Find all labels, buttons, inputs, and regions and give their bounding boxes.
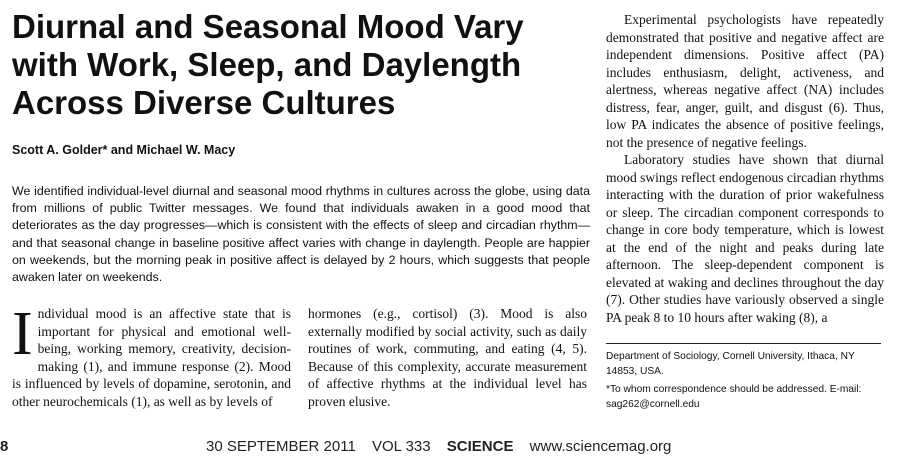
paragraph-affect-dimensions: Experimental psychologists have repeatedly demonstrated that positive and negative affect are independent dimensions. Positive affect (PA) includes enthusiasm, delight, activeness, and alertness, whereas negative affect (NA) includes distress, fear, anger, guilt, and disgust (6). Thus, low PA indicates the absence of positive feelings, not the presence of negative feelings. bbox=[606, 12, 884, 150]
body-column-1 bbox=[12, 300, 291, 410]
issue-date: 30 SEPTEMBER 2011 bbox=[206, 438, 356, 455]
article-title: Diurnal and Seasonal Mood Vary with Work, Sleep, and Daylength Across Diverse Cultures bbox=[12, 8, 524, 121]
volume: VOL 333 bbox=[371, 438, 431, 455]
page-number: 8 bbox=[0, 438, 9, 455]
body-column-3 bbox=[606, 11, 884, 326]
footer-info bbox=[206, 438, 683, 455]
correspondence-footnote: *To whom correspondence should be addressed. E-mail: sag262@cornell.edu bbox=[606, 384, 862, 410]
page-footer bbox=[0, 438, 897, 462]
body-column-2: hormones (e.g., cortisol) (3). Mood is also externally modified by social activity, such as daily routines of work, commuting, and eating (4, 5). Because of this complexity, accurate measurement of affective rhythms at the individual level has proven elusive. bbox=[308, 306, 587, 409]
affiliation-footnote: Department of Sociology, Cornell University, Ithaca, NY 14853, USA. bbox=[606, 351, 855, 377]
footnote-divider bbox=[606, 343, 881, 344]
abstract: We identified individual-level diurnal and seasonal mood rhythms in cultures across the globe, using data from millions of public Twitter messages. We found that individuals awaken in a good mood that deteriorates as the day progresses—which is consistent with the effects of sleep and circadian rhythm—and that seasonal change in baseline positive affect varies with change in daylength. People are happier on weekends, but the morning peak in positive affect is delayed by 2 hours, which suggests that people awaken later on weekends. bbox=[12, 184, 590, 285]
author-list: Scott A. Golder* and Michael W. Macy bbox=[12, 143, 236, 157]
journal-website: www.sciencemag.org bbox=[529, 438, 672, 455]
body-column-1-text: ndividual mood is an affective state that is important for physical and emotional well-being, working memory, creativity, decision-making (1), and immune response (2). Mood is influenced by levels of dopamine, serotonin, and other neurochemicals (1), as well as by levels of bbox=[12, 306, 291, 409]
journal-name: SCIENCE bbox=[446, 438, 514, 455]
paragraph-laboratory-studies: Laboratory studies have shown that diurnal mood swings reflect endogenous circadian rhythms interacting with the duration of prior wakefulness or sleep. The circadian component corresponds to change in core body temperature, which is lowest at the end of the night and peaks during late afternoon. The sleep-dependent component is elevated at waking and declines throughout the day (7). Other studies have variously observed a single PA peak 8 to 10 hours after waking (8), a bbox=[606, 152, 884, 325]
drop-cap: I bbox=[12, 300, 33, 368]
